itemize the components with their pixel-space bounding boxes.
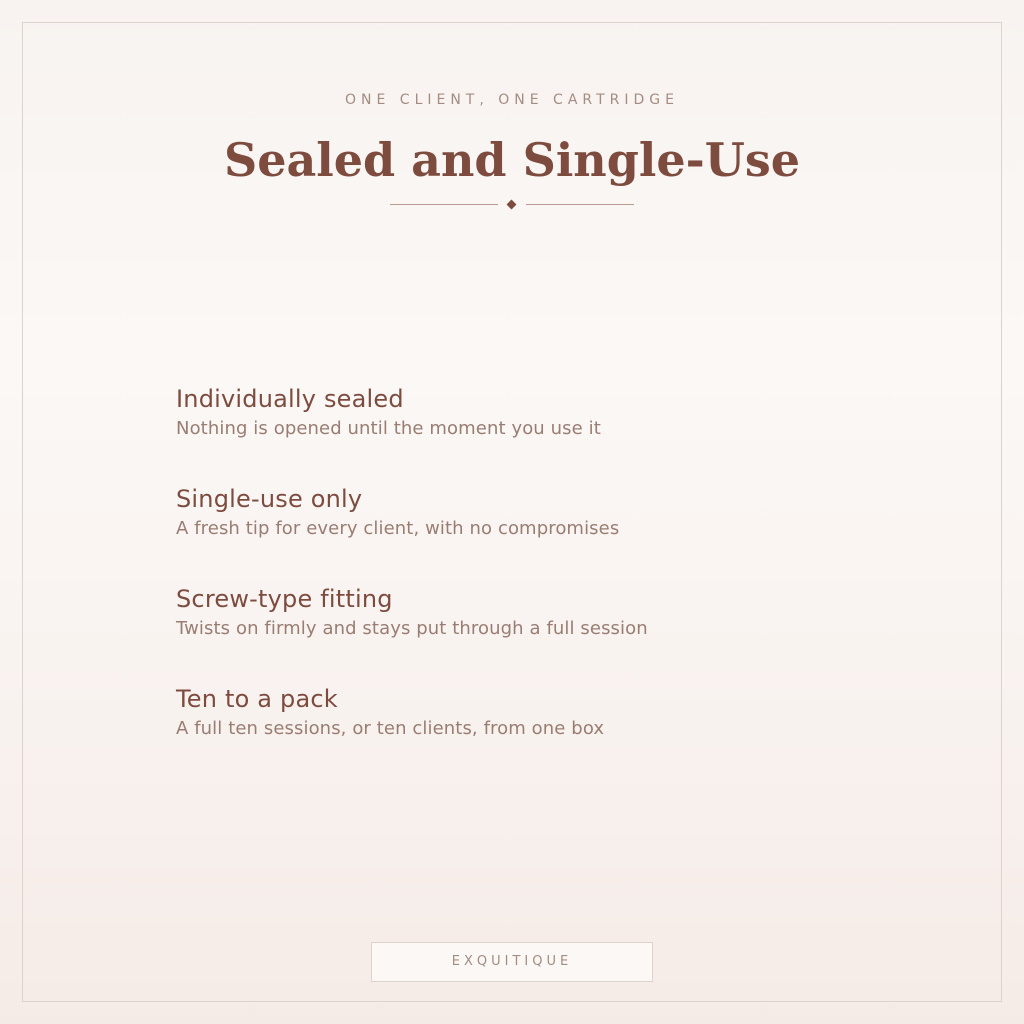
divider-line-right [526,204,634,205]
feature-description: A fresh tip for every client, with no compromises [176,518,620,539]
diamond-icon [507,200,517,210]
feature-item [176,582,876,682]
feature-item [176,382,876,482]
feature-description: Twists on firmly and stays put through a full session [176,618,648,639]
eyebrow-text: ONE CLIENT, ONE CARTRIDGE [345,92,679,108]
feature-title: Ten to a pack [176,685,338,713]
feature-item [176,482,876,582]
feature-title: Single-use only [176,485,363,513]
feature-description: A full ten sessions, or ten clients, from one box [176,718,605,739]
title-divider [390,198,634,212]
feature-item [176,682,876,782]
page-title: Sealed and Single-Use [223,133,801,187]
feature-title: Individually sealed [176,385,404,413]
feature-list [176,382,876,782]
brand-badge: EXQUITIQUE [371,942,653,982]
divider-line-left [390,204,498,205]
feature-description: Nothing is opened until the moment you use it [176,418,601,439]
feature-title: Screw-type fitting [176,585,393,613]
